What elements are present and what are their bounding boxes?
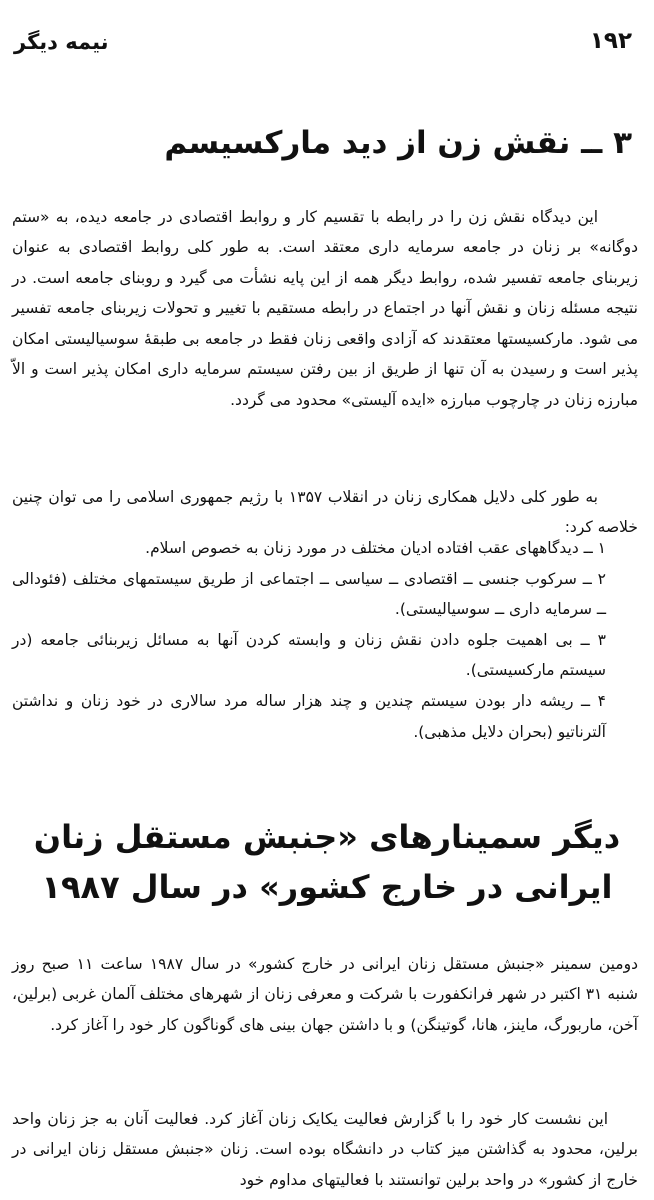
- reasons-list: [12, 533, 634, 747]
- section-paragraph-2: به طور کلی دلایل همکاری زنان در انقلاب ۱۳۵۷ با رژیم جمهوری اسلامی را می توان چنین خلاصه کرد:: [12, 487, 638, 537]
- list-item: ۴ ــ ریشه دار بودن سیستم چندین و چند هزار ساله مرد سالاری در خود زنان و نداشتن آلترناتیو (بحران دلایل مذهبی).: [12, 691, 606, 741]
- list-item: ۲ ــ سرکوب جنسی ــ اقتصادی ــ سیاسی ــ اجتماعی از طریق سیستمهای مختلف (فئودالی ــ سرمایه داری ــ سوسیالیستی).: [12, 569, 606, 619]
- seminar-paragraph-2: این نشست کار خود را با گزارش فعالیت یکایک زنان آغاز کرد. فعالیت آنان به جز زنان واحد برلین، محدود به گذاشتن میز کتاب در دانشگاه بوده است. زنان «جنبش مستقل زنان ایرانی در خارج از کشور» در واحد برلین توانستند با فعالیتهای مداوم خود: [12, 1109, 638, 1189]
- section-paragraph-1: این دیدگاه نقش زن را در رابطه با تقسیم کار و روابط اقتصادی در جامعه دیده، به «ستم دوگانه» بر زنان در جامعه سرمایه داری معتقد است. به طور کلی روابط اقتصادی به عنوان زیربنای جامعه تفسیر شده، روابط دیگر همه از این پایه نشأت می گیرد و روبنای جامعه است. در نتیجه مسئله زنان و نقش آنها در اجتماع در رابطه مستقیم با تغییر و تحولات زیربنای جامعه تفسیر می شود. مارکسیستها معتقدند که آزادی واقعی زنان فقط در جامعه بی طبقهٔ سوسیالیستی امکان پذیر است و رسیدن به آن تنها از طریق از بین رفتن سیستم سرمایه داری امکان پذیر است و الاّ مبارزه زنان در چارچوب مبارزه «ایده آلیستی» محدود می گردد.: [12, 207, 638, 410]
- section-title: ۳ ــ نقش زن از دید مارکسیسم: [164, 125, 632, 161]
- page-number: ۱۹۲: [589, 28, 632, 54]
- seminar-heading: دیگر سمینارهای «جنبش مستقل زنان ایرانی در خارج کشور» در سال ۱۹۸۷: [33, 818, 621, 906]
- list-item: ۱ ــ دیدگاههای عقب افتاده ادیان مختلف در مورد زنان به خصوص اسلام.: [145, 539, 606, 557]
- seminar-paragraph-1: دومین سمینر «جنبش مستقل زنان ایرانی در خارج کشور» در سال ۱۹۸۷ ساعت ۱۱ صبح روز شنبه ۳۱ اکتبر در شهر فرانکفورت با شرکت و معرفی زنان از شهرهای مختلف آلمان غربی (برلین، آخن، ماربورگ، ماینز، هانا، گوتینگن) و با داشتن جهان بینی های گوناگون کار خود را آغاز کرد.: [12, 954, 638, 1034]
- page-header: [14, 30, 632, 70]
- list-item: ۳ ــ بی اهمیت جلوه دادن نقش زنان و وابسته کردن آنها به مسائل زیربنائی جامعه (در سیستم مارکسیستی).: [12, 630, 606, 680]
- running-title: نیمه دیگر: [14, 30, 109, 54]
